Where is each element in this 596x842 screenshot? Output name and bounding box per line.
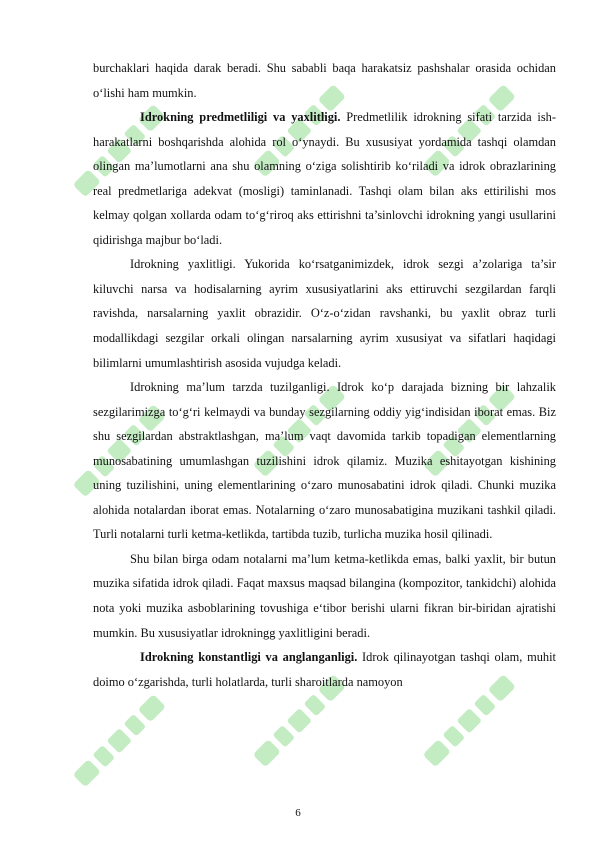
paragraph-text: Idrok qilinayotgan tashqi olam, muhit doimo o‘zgarishda, turli holatlarda, turli sharoitlarda namoyon	[93, 650, 556, 689]
watermark-stroke	[272, 725, 295, 748]
paragraph-muzika	[93, 547, 556, 645]
paragraph-yaxlitlik	[93, 252, 556, 375]
watermark-stroke	[124, 714, 147, 737]
watermark-stroke	[304, 694, 327, 717]
watermark-stroke	[107, 728, 132, 753]
document-body	[93, 56, 556, 694]
paragraph-predmetlilik	[93, 105, 556, 252]
watermark-stroke	[92, 745, 115, 768]
page-number: 6	[295, 807, 301, 819]
watermark-stroke	[73, 759, 101, 787]
paragraph-text: burchaklari haqida darak beradi. Shu sababli baqa harakatsiz pashshalar orasida ochidan o‘lishi ham mumkin.	[93, 61, 556, 100]
paragraph-text: Idrokning ma’lum tarzda tuzilganligi. Idrok ko‘p darajada bizning bir lahzalik sezgilarimizga to‘g‘ri kelmaydi va bunday sezgilarning oddiy yig‘indisidan iborat emas. Biz shu sezgilardan abstraktlashgan, ma’lum vaqt davomida tarkib topadigan elementlarning munosabatining umumlashgan tuzilishini idrok qilamiz. Muzika eshitayotgan kishining uning tuzilishini, uning elementlarining o‘zaro munosabatini idrok qiladi. Chunki muzika alohida notalardan iborat emas. Notalarning o‘zaro munosabatigina muzikani tashkil qiladi. Turli notalarni turli ketma-ketlikda, tartibda tuzib, turlicha muzika hosil qilinadi.	[93, 380, 556, 542]
paragraph-heading: Idrokning konstantligi va anglanganligi.	[140, 650, 358, 665]
watermark-stroke	[457, 708, 482, 733]
watermark-stroke	[442, 725, 465, 748]
paragraph-konstantlik	[93, 645, 556, 694]
paragraph-continuation	[93, 56, 556, 105]
watermark-stroke	[287, 708, 312, 733]
paragraph-text: Idrokning yaxlitligi. Yukorida ko‘rsatganimizdek, idrok sezgi a’zolariga ta’sir kiluvchi narsa va hodisalarning ayrim xususiyatlarini aks ettiruvchi sezgilardan farqli ravishda, narsalarning yaxlit obrazidir. O‘z-o‘zidan ravshanki, bu yaxlit obraz turli modallikdagi sezgilar orkali olingan narsalarning ayrim xususiyat va sifatlari haqidagi bilimlarni umumlashtirish asosida vujudga keladi.	[93, 257, 556, 370]
watermark-mark	[73, 694, 166, 787]
watermark-stroke	[138, 694, 166, 722]
paragraph-text: Shu bilan birga odam notalarni ma’lum ketma-ketlikda emas, balki yaxlit, bir butun muzika sifatida idrok qiladi. Faqat maxsus maqsad bilangina (kompozitor, tankidchi) alohida nota yoki muzika asboblarining tovushiga e‘tibor berishi ularni fikran bir-biridan ajratishi mumkin. Bu xususiyatlar idrokningg yaxlitligini beradi.	[93, 551, 556, 640]
paragraph-text: Predmetlilik idrokning sifati tarzida ish-harakatlarni boshqarishda alohida rol o‘ynaydi. Bu xususiyat yordamida tashqi olamdan olingan ma’lumotlarni ana shu olamning o‘ziga solishtirib ko‘riladi va idrok obrazlarining real predmetlariga adekvat (mosligi) taminlanadi. Tashqi olam bilan aks ettirilishi mos kelmay qolgan xollarda odam to‘g‘riroq aks ettirishni ta’sinlovchi idrokning yangi usullarini qidirishga majbur bo‘ladi.	[93, 110, 557, 247]
watermark-stroke	[253, 739, 281, 767]
paragraph-heading: Idrokning predmetliligi va yaxlitligi.	[140, 110, 341, 125]
watermark-stroke	[423, 739, 451, 767]
paragraph-tuzilganlik	[93, 375, 556, 547]
watermark-stroke	[474, 694, 497, 717]
